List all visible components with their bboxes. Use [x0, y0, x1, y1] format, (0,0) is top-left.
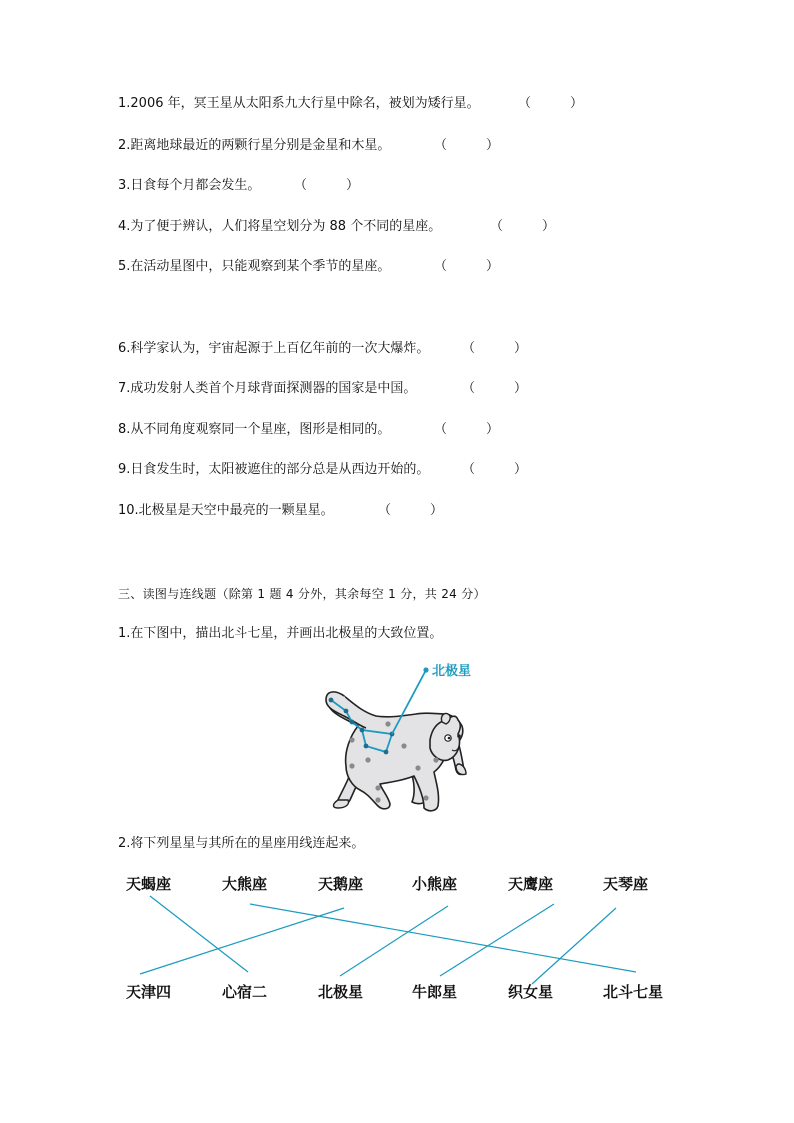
question-2: 2.距离地球最近的两颗行星分别是金星和木星。 — [118, 138, 391, 153]
question-10: 10.北极星是天空中最亮的一颗星星。 — [118, 503, 334, 518]
constellation-label[interactable]: 大熊座 — [222, 875, 268, 893]
answer-blank-9[interactable]: （ ） — [462, 462, 528, 477]
star — [415, 765, 420, 770]
big-dipper-star — [384, 750, 389, 755]
bear-nose — [457, 734, 461, 738]
star-label[interactable]: 心宿二 — [222, 983, 268, 1001]
section-3-question-1: 1.在下图中，描出北斗七星，并画出北极星的大致位置。 — [118, 626, 443, 641]
section-3-question-2: 2.将下列星星与其所在的星座用线连起来。 — [118, 836, 365, 851]
constellation-label[interactable]: 天鹰座 — [508, 875, 554, 893]
star — [349, 763, 354, 768]
question-6: 6.科学家认为，宇宙起源于上百亿年前的一次大爆炸。 — [118, 341, 430, 356]
star — [365, 757, 370, 762]
constellation-label[interactable]: 天琴座 — [603, 875, 649, 893]
answer-blank-8[interactable]: （ ） — [434, 422, 500, 437]
bear-ear — [441, 713, 450, 724]
star — [375, 797, 380, 802]
big-dipper-star — [344, 709, 349, 714]
question-3: 3.日食每个月都会发生。 — [118, 178, 261, 193]
question-5: 5.在活动星图中，只能观察到某个季节的星座。 — [118, 259, 391, 274]
star — [433, 757, 438, 762]
answer-blank-6[interactable]: （ ） — [462, 341, 528, 356]
question-4: 4.为了便于辨认，人们将星空划分为 88 个不同的星座。 — [118, 219, 442, 234]
question-9: 9.日食发生时，太阳被遮住的部分总是从西边开始的。 — [118, 462, 430, 477]
section-3-title: 三、读图与连线题（除第 1 题 4 分外，其余每空 1 分，共 24 分） — [118, 587, 486, 601]
constellation-label[interactable]: 天蝎座 — [126, 875, 172, 893]
match-line — [532, 908, 616, 984]
star-label[interactable]: 织女星 — [508, 983, 554, 1001]
question-1: 1.2006 年，冥王星从太阳系九大行星中除名，被划为矮行星。 — [118, 96, 480, 111]
match-line — [250, 904, 636, 972]
answer-blank-1[interactable]: （ ） — [518, 96, 584, 111]
answer-blank-5[interactable]: （ ） — [434, 259, 500, 274]
bear-back-foot — [334, 800, 349, 808]
star — [385, 721, 390, 726]
star-label[interactable]: 牛郎星 — [412, 983, 458, 1001]
big-dipper-star — [329, 698, 334, 703]
answer-blank-4[interactable]: （ ） — [490, 219, 556, 234]
match-line — [340, 906, 448, 976]
polaris-label: 北极星 — [432, 664, 472, 679]
constellation-label[interactable]: 小熊座 — [412, 875, 458, 893]
polaris-star — [423, 667, 428, 672]
bear-pupil — [448, 737, 451, 740]
big-dipper-star — [350, 720, 355, 725]
question-8: 8.从不同角度观察同一个星座，图形是相同的。 — [118, 422, 391, 437]
big-dipper-star — [364, 744, 369, 749]
star-label[interactable]: 北极星 — [318, 983, 364, 1001]
star-label[interactable]: 天津四 — [126, 983, 172, 1001]
star — [349, 737, 354, 742]
star — [401, 743, 406, 748]
constellation-label[interactable]: 天鹅座 — [318, 875, 364, 893]
answer-blank-2[interactable]: （ ） — [434, 138, 500, 153]
answer-blank-3[interactable]: （ ） — [294, 178, 360, 193]
question-7: 7.成功发射人类首个月球背面探测器的国家是中国。 — [118, 381, 417, 396]
answer-blank-7[interactable]: （ ） — [462, 381, 528, 396]
star — [375, 785, 380, 790]
answer-blank-10[interactable]: （ ） — [378, 503, 444, 518]
matching-lines — [140, 896, 636, 984]
match-line — [140, 908, 344, 974]
star — [423, 795, 428, 800]
star-label[interactable]: 北斗七星 — [603, 983, 664, 1001]
match-line — [150, 896, 248, 972]
big-dipper-star — [360, 728, 365, 733]
